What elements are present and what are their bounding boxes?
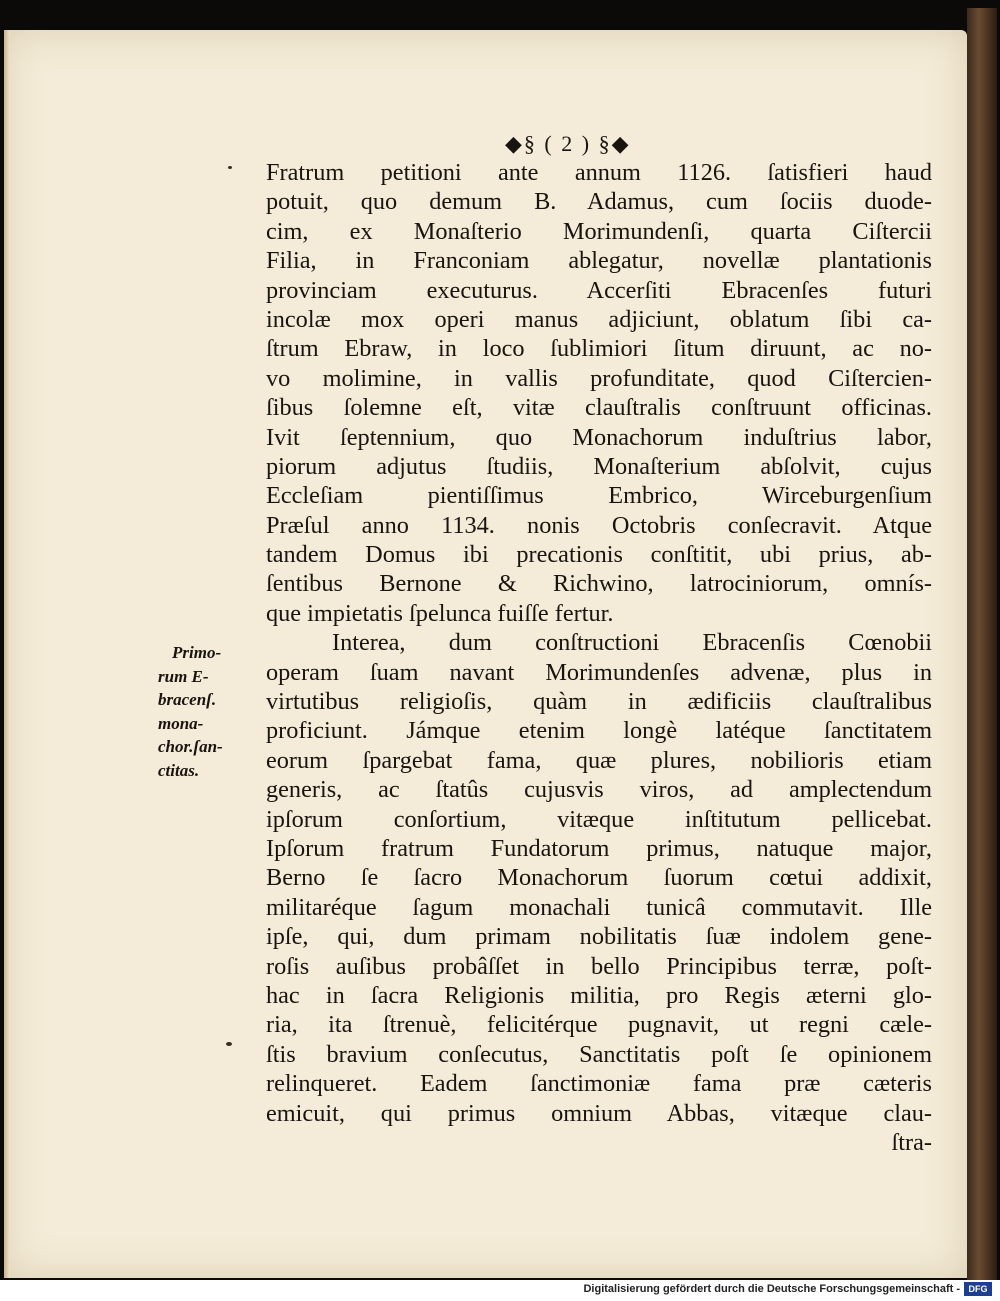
dfg-logo: DFG <box>964 1282 992 1296</box>
margin-note-line: rum E- <box>158 666 209 686</box>
text-line: relinqueret. Eadem ſanctimoniæ fama præ cæteris <box>266 1070 932 1098</box>
footer-bar <box>0 1280 1000 1301</box>
ink-speck <box>228 166 232 169</box>
text-line: eorum ſpargebat fama, quæ plures, nobilioris etiam <box>266 746 932 774</box>
text-line: Fratrum petitioni ante annum 1126. ſatisfieri haud <box>266 159 932 186</box>
text-line: incolæ mox operi manus adjiciunt, oblatum ſibi ca- <box>266 305 932 333</box>
text-line: ſibus ſolemne eſt, vitæ clauſtralis conſtruunt officinas. <box>266 394 932 422</box>
text-line: piorum adjutus ſtudiis, Monaſterium abſolvit, cujus <box>266 452 932 480</box>
text-line: ria, ita ſtrenuè, felicitérque pugnavit, ut regni cæle- <box>266 1011 932 1039</box>
catchword: ſtra- <box>891 1128 932 1156</box>
body-text <box>266 158 932 1157</box>
text-line: ſtis bravium conſecutus, Sanctitatis poſt ſe opinionem <box>266 1040 932 1068</box>
text-line: ipſe, qui, dum primam nobilitatis ſuæ indolem gene- <box>266 923 932 951</box>
text-line: Ivit ſeptennium, quo Monachorum induſtrius labor, <box>266 423 932 451</box>
text-line: emicuit, qui primus omnium Abbas, vitæque clau- <box>266 1099 932 1127</box>
text-line: cim, ex Monaſterio Morimundenſi, quarta Ciſtercii <box>266 217 932 245</box>
text-line: vo molimine, in vallis profunditate, quod Ciſtercien- <box>266 364 932 392</box>
text-line: roſis auſibus probâſſet in bello Principibus terræ, poſt- <box>266 952 932 980</box>
margin-note-line: Primo- <box>172 643 222 662</box>
text-line: ſtrum Ebraw, in loco ſublimiori ſitum diruunt, ac no- <box>266 335 932 363</box>
book-binding-edge <box>967 8 997 1280</box>
text-line: hac in ſacra Religionis militia, pro Regis æterni glo- <box>266 981 932 1009</box>
text-line: potuit, quo demum B. Adamus, cum ſociis duode- <box>266 188 932 216</box>
ink-speck <box>226 1042 232 1046</box>
marginal-note <box>158 641 268 783</box>
margin-note-line: bracenſ. <box>158 690 217 710</box>
text-line: Præſul anno 1134. nonis Octobris conſecravit. Atque <box>266 511 932 539</box>
text-line: militaréque ſagum monachali tunicâ commutavit. Ille <box>266 893 932 921</box>
margin-note-line: chor.ſan- <box>158 737 223 757</box>
text-line: tandem Domus ibi precationis conſtitit, ubi prius, ab- <box>266 541 932 569</box>
margin-note-line: mona- <box>158 713 204 733</box>
text-line: que impietatis ſpelunca fuiſſe fertur. <box>266 599 614 627</box>
text-line: generis, ac ſtatûs cujusvis viros, ad amplectendum <box>266 776 932 804</box>
text-line: Interea, dum conſtructioni Ebracenſis Cœnobii <box>332 629 932 657</box>
text-line: ſentibus Bernone & Richwino, latrociniorum, omnís- <box>266 570 932 598</box>
text-line: provinciam executurus. Accerſiti Ebracenſes futuri <box>266 276 932 304</box>
text-line: Filia, in Franconiam ablegatur, novellæ plantationis <box>266 247 932 275</box>
text-line: ipſorum conſortium, vitæque inſtitutum pellicebat. <box>266 805 932 833</box>
page-header: ◆§ ( 2 ) §◆ <box>505 131 631 156</box>
text-line: operam ſuam navant Morimundenſes advenæ, plus in <box>266 658 932 686</box>
page-edge <box>4 30 10 1278</box>
text-line: Eccleſiam pientiſſimus Embrico, Wirceburgenſium <box>266 482 932 510</box>
text-line: Berno ſe ſacro Monachorum ſuorum cœtui addixit, <box>266 864 932 892</box>
text-line: Ipſorum fratrum Fundatorum primus, natuque major, <box>266 834 932 862</box>
footer-credit: Digitalisierung gefördert durch die Deutsche Forschungsgemeinschaft - <box>583 1283 960 1295</box>
text-line: virtutibus religioſis, quàm in ædificiis clauſtralibus <box>266 688 932 716</box>
text-line: proficiunt. Jámque etenim longè latéque ſanctitatem <box>266 717 932 745</box>
margin-note-line: ctitas. <box>158 760 200 780</box>
